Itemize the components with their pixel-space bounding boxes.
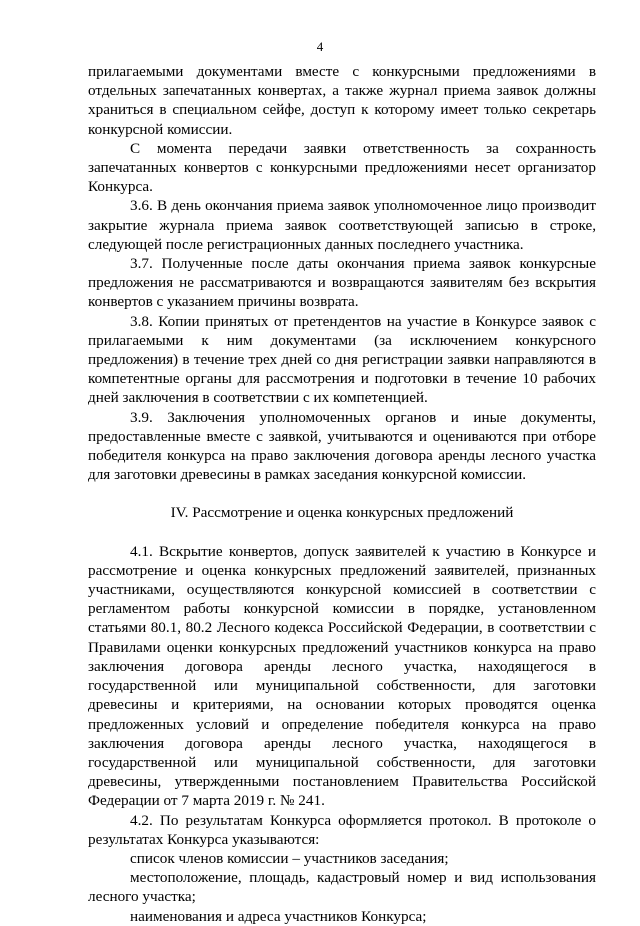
paragraph-4-1: 4.1. Вскрытие конвертов, допуск заявителей к участию в Конкурсе и рассмотрение и оценка конкурсных предложений заявителей, признанных участниками, осуществляются конкурсной комиссией в соответствии с регламентом работы конкурсной комиссии в порядке, установленном статьями 80.1, 80.2 Лесного кодекса Российской Федерации, в соответствии с Правилами оценки конкурсных предложений участников конкурса на право заключения договора аренды лесного участка, находящегося в государственной или муниципальной собственности, для заготовки древесины и критериями, на основании которых проводятся оценка предложенных условий и определение победителя конкурса на право заключения договора аренды лесного участка, находящегося в государственной или муниципальной собственности, для заготовки древесины, утвержденными постановлением Правительства Российской Федерации от 7 марта 2019 г. № 241. [88, 542, 596, 810]
list-item: наименования и адреса участников Конкурса; [130, 907, 427, 925]
paragraph-4-2: 4.2. По результатам Конкурса оформляется протокол. В протоколе о результатах Конкурса указываются: [88, 811, 596, 848]
page-number: 4 [316, 39, 324, 54]
paragraph-responsibility: С момента передачи заявки ответственность за сохранность запечатанных конвертов с конкурсными предложениями несет организатор Конкурса. [88, 139, 596, 196]
paragraph-3-9: 3.9. Заключения уполномоченных органов и иные документы, предоставленные вместе с заявкой, учитываются и оцениваются при отборе победителя конкурса на право заключения договора аренды лесного участка для заготовки древесины в рамках заседания конкурсной комиссии. [88, 408, 596, 484]
paragraph-3-7: 3.7. Полученные после даты окончания приема заявок конкурсные предложения не рассматриваются и возвращаются заявителям без вскрытия конвертов с указанием причины возврата. [88, 255, 596, 311]
section-heading: IV. Рассмотрение и оценка конкурсных предложений [170, 504, 514, 522]
paragraph-continuation: прилагаемыми документами вместе с конкурсными предложениями в отдельных запечатанных конвертах, а также журнал приема заявок должны храниться в специальном сейфе, доступ к которому имеет только секретарь конкурсной комиссии. [88, 63, 596, 138]
paragraph-3-8: 3.8. Копии принятых от претендентов на участие в Конкурсе заявок с прилагаемыми к ним документами (за исключением конкурсного предложения) в течение трех дней со дня регистрации заявки направляются в компетентные органы для рассмотрения и подготовки в течение 10 рабочих дней заключения в соответствии с их компетенцией. [88, 312, 596, 407]
list-item: список членов комиссии – участников заседания; [130, 849, 449, 867]
list-item: местоположение, площадь, кадастровый номер и вид использования лесного участка; [88, 869, 596, 906]
document-body [88, 62, 596, 926]
paragraph-3-6: 3.6. В день окончания приема заявок уполномоченное лицо производит закрытие журнала приема заявок соответствующей записью в строке, следующей после регистрационных данных последнего участника. [88, 197, 596, 253]
